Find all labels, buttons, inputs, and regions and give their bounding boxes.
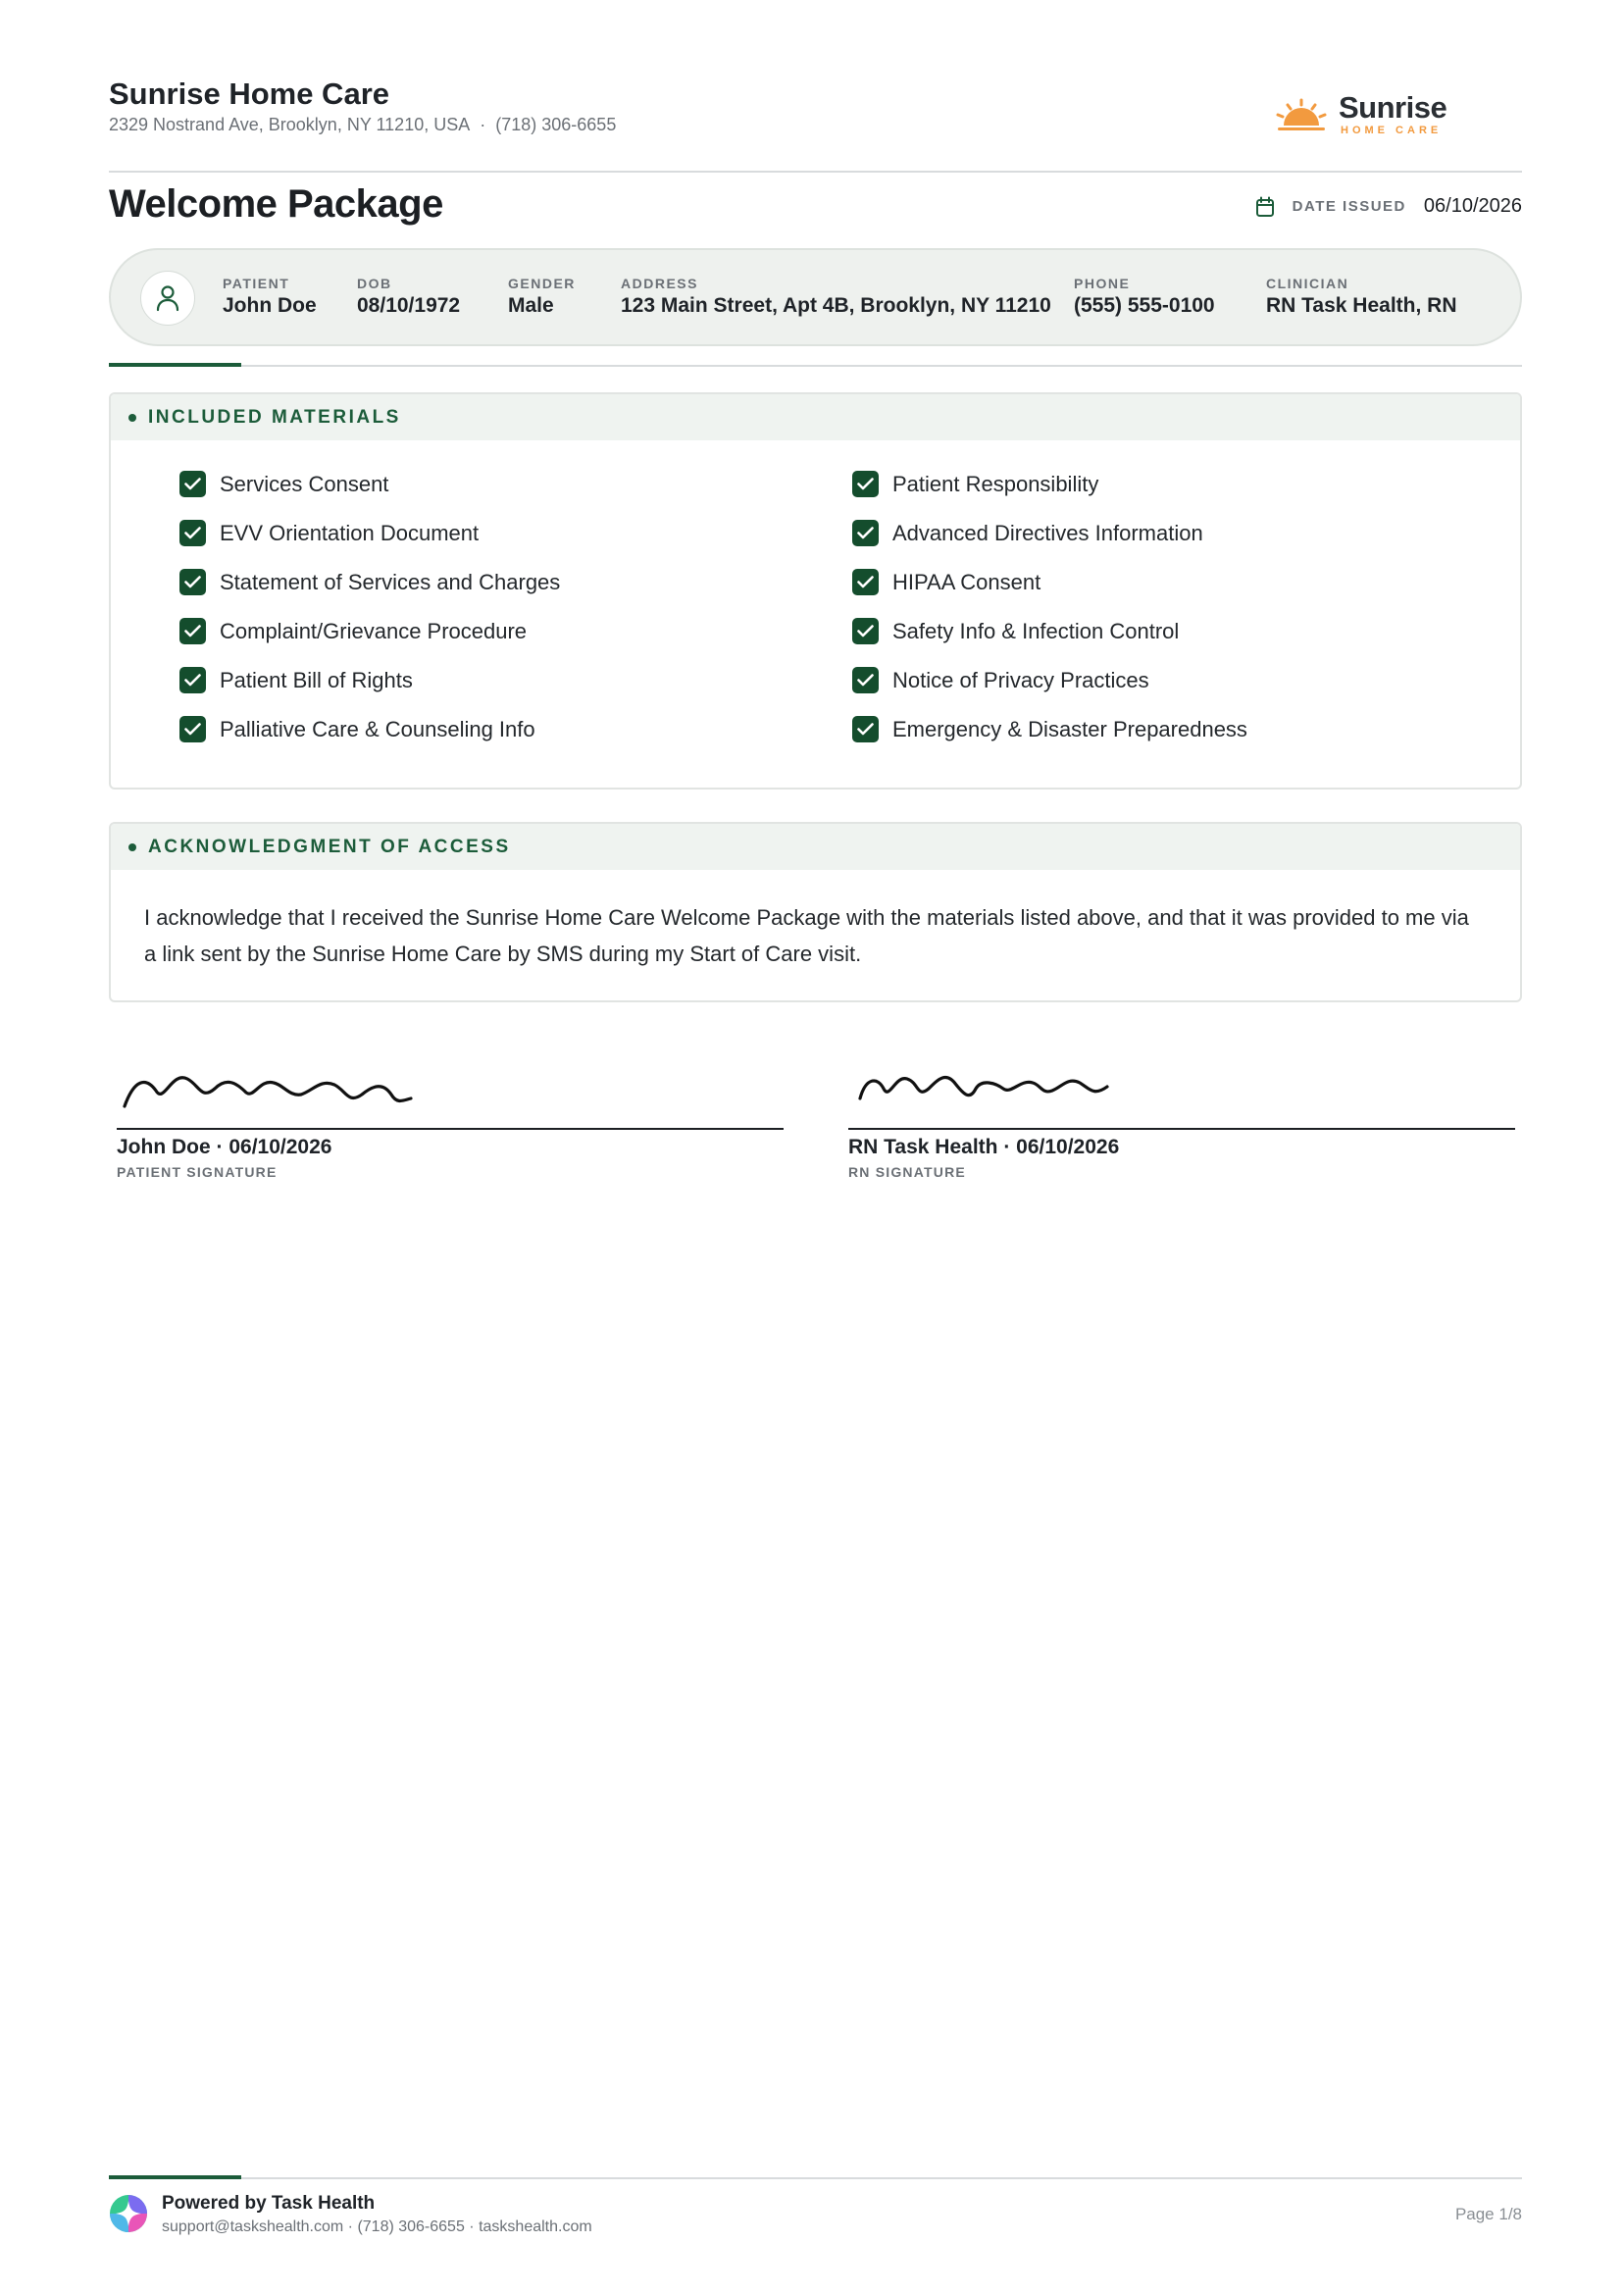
patient-field-phone (1074, 276, 1215, 318)
material-item (179, 618, 527, 644)
footer-title: Powered by Task Health (162, 2193, 376, 2214)
date-issued-label: DATE ISSUED (1292, 198, 1406, 215)
field-label: ADDRESS (621, 276, 698, 291)
patient-info-bar (109, 248, 1522, 346)
section-header (111, 824, 1520, 870)
sunrise-icon (1274, 98, 1329, 131)
field-value: John Doe (223, 294, 317, 317)
section-divider (109, 365, 1522, 367)
patient-field-gender (508, 276, 576, 318)
patient-signature-image (117, 1049, 440, 1118)
field-label: PHONE (1074, 276, 1131, 291)
separator: · (480, 115, 486, 134)
bullet-dot (128, 843, 136, 851)
material-item (852, 471, 1098, 497)
checkbox[interactable] (852, 716, 879, 742)
acknowledgment-section (109, 822, 1522, 1002)
patient-field-name (223, 276, 317, 318)
material-item (179, 471, 388, 497)
section-header (111, 394, 1520, 440)
material-label: Statement of Services and Charges (220, 569, 561, 594)
checkmark-icon (184, 674, 201, 687)
checkmark-icon (857, 723, 874, 736)
material-item (179, 569, 560, 595)
page-number: Page 1/8 (1454, 2205, 1522, 2223)
material-label: Services Consent (220, 471, 389, 496)
checkbox[interactable] (852, 618, 879, 644)
material-label: HIPAA Consent (892, 569, 1041, 594)
date-issued (1255, 195, 1522, 218)
material-label: Patient Responsibility (892, 471, 1099, 496)
signature-name-date: John Doe · 06/10/2026 (117, 1136, 332, 1158)
materials-list (111, 440, 1520, 764)
task-health-logo-icon (109, 2194, 148, 2233)
logo-wordmark: Sunrise (1339, 90, 1447, 125)
material-item (852, 569, 1040, 595)
signature-name-date: RN Task Health · 06/10/2026 (848, 1136, 1120, 1158)
checkmark-icon (857, 625, 874, 637)
checkbox[interactable] (852, 520, 879, 546)
material-label: Notice of Privacy Practices (892, 667, 1149, 692)
material-item (852, 716, 1247, 742)
page-title: Welcome Package (109, 182, 443, 226)
section-title: INCLUDED MATERIALS (148, 406, 401, 428)
signature-role: RN SIGNATURE (848, 1164, 966, 1180)
acknowledgment-text: I acknowledge that I received the Sunrise Home Care Welcome Package with the materials listed above, and that it was provided to me via a link sent by the Sunrise Home Care by SMS during my Start of Care visit. (144, 905, 1469, 966)
logo-tagline: HOME CARE (1341, 125, 1443, 136)
material-label: Palliative Care & Counseling Info (220, 716, 535, 741)
date-issued-value: 06/10/2026 (1423, 195, 1522, 217)
footer-divider (109, 2177, 1522, 2179)
section-title: ACKNOWLEDGMENT OF ACCESS (148, 836, 511, 857)
material-label: Advanced Directives Information (892, 520, 1203, 545)
footer-contact: support@taskshealth.com · (718) 306-6655 · taskshealth.com (162, 2218, 592, 2235)
checkmark-icon (857, 478, 874, 490)
checkbox[interactable] (179, 716, 206, 742)
checkmark-icon (184, 625, 201, 637)
field-label: PATIENT (223, 276, 290, 291)
company-logo (1274, 90, 1446, 139)
rn-signature-image (848, 1049, 1142, 1118)
material-item (852, 618, 1179, 644)
field-label: GENDER (508, 276, 576, 291)
material-item (179, 667, 413, 693)
checkbox[interactable] (852, 569, 879, 595)
checkmark-icon (857, 576, 874, 588)
calendar-icon (1255, 196, 1275, 218)
material-label: Patient Bill of Rights (220, 667, 413, 692)
checkbox[interactable] (179, 569, 206, 595)
field-value: 123 Main Street, Apt 4B, Brooklyn, NY 11210 (621, 294, 1051, 317)
organization-contact (109, 115, 616, 135)
material-item (852, 520, 1203, 546)
divider-accent (109, 2175, 241, 2179)
organization-address: 2329 Nostrand Ave, Brooklyn, NY 11210, USA (109, 115, 471, 134)
user-icon (155, 284, 180, 312)
checkmark-icon (857, 674, 874, 687)
avatar (140, 271, 195, 326)
checkbox[interactable] (852, 471, 879, 497)
checkbox[interactable] (179, 520, 206, 546)
material-label: Complaint/Grievance Procedure (220, 618, 528, 643)
material-item (179, 520, 479, 546)
patient-field-address (621, 276, 1051, 318)
checkbox[interactable] (179, 618, 206, 644)
divider-accent (109, 363, 241, 367)
signature-line (848, 1128, 1515, 1130)
field-label: CLINICIAN (1266, 276, 1349, 291)
organization-phone: (718) 306-6655 (495, 115, 617, 134)
bullet-dot (128, 414, 136, 422)
field-value: (555) 555-0100 (1074, 294, 1215, 317)
field-value: 08/10/1972 (357, 294, 461, 317)
checkmark-icon (184, 723, 201, 736)
signature-role: PATIENT SIGNATURE (117, 1164, 278, 1180)
header-divider (109, 171, 1522, 173)
checkbox[interactable] (852, 667, 879, 693)
document-page (109, 0, 1522, 2294)
material-label: Emergency & Disaster Preparedness (892, 716, 1247, 741)
material-label: EVV Orientation Document (220, 520, 480, 545)
field-label: DOB (357, 276, 392, 291)
organization-name: Sunrise Home Care (109, 76, 389, 111)
patient-field-clinician (1266, 276, 1457, 318)
material-label: Safety Info & Infection Control (892, 618, 1180, 643)
checkmark-icon (184, 478, 201, 490)
field-value: Male (508, 294, 554, 317)
included-materials-section (109, 392, 1522, 790)
checkmark-icon (184, 527, 201, 539)
material-item (852, 667, 1149, 693)
checkmark-icon (857, 527, 874, 539)
checkmark-icon (184, 576, 201, 588)
material-item (179, 716, 535, 742)
field-value: RN Task Health, RN (1266, 294, 1457, 317)
patient-field-dob (357, 276, 460, 318)
checkbox[interactable] (179, 471, 206, 497)
checkbox[interactable] (179, 667, 206, 693)
signature-line (117, 1128, 784, 1130)
